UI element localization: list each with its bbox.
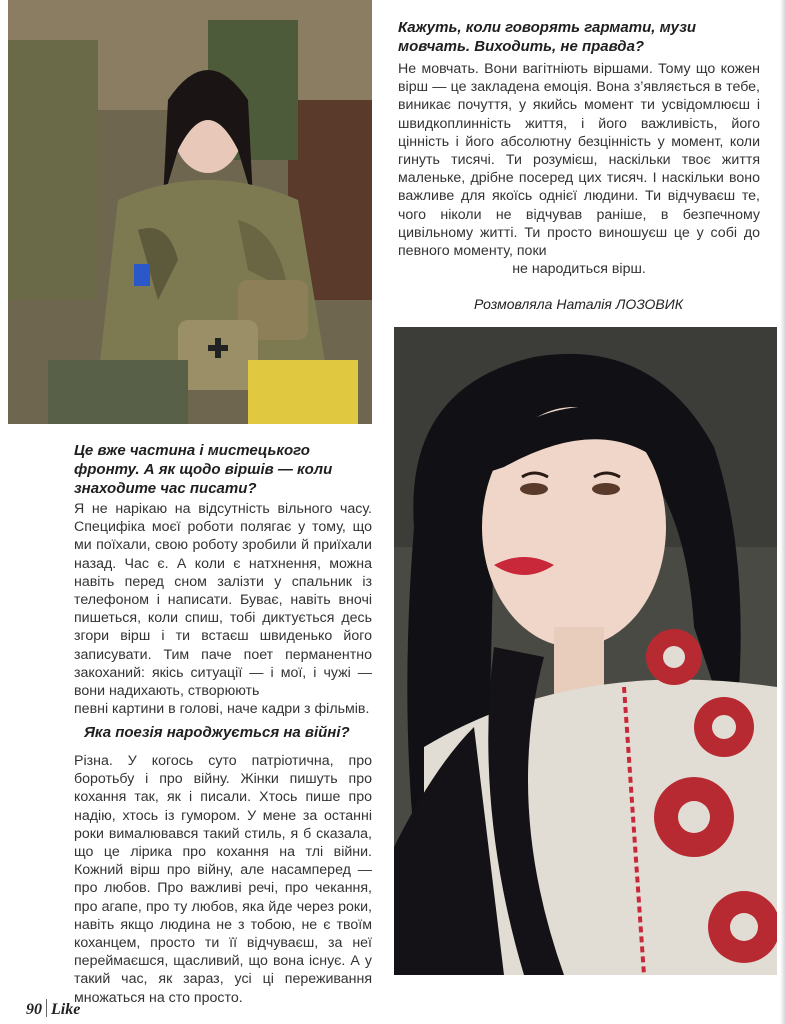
page-footer <box>26 999 80 1019</box>
answer-war-poetry: Різна. У когось суто патріотична, про боротьбу і про війну. Жінки пишуть про кохання так, як і писали. Хтось пише про надію, хтось із гумором. У мене за останні роки вималювався такий стиль, я б сказала, що це лірика про кохання на тлі війни. Кожний вірш про війну, але насамперед — про любов. Про важливі речі, про чекання, про агапе, про ту любов, яка йде через роки, навіть якщо людина не з тобою, не є твоїм коханцем, просто ти її відчуваєш, за неї переймаєшся, щасливий, що вона існує. А у такий час, як зараз, усі ці переживання множаться на сто просто. <box>74 753 372 1006</box>
page-number: 90 <box>26 1001 42 1018</box>
question-muses: Кажуть, коли говорять гармати, музи мовчать. Виходить, не правда? <box>398 19 697 55</box>
answer-muses-last-line: не народиться вірш. <box>512 261 646 278</box>
portrait-photo <box>394 327 777 975</box>
footer-divider <box>46 999 47 1017</box>
soldier-illustration <box>8 0 372 424</box>
answer-muses-text: Не мовчать. Вони вагітніють віршами. Тому що кожен вірш — це закладена емоція. Вона з’являється в тебе, виникає почуття, у якийсь момент ти усвідомлюєш і швидкоплинність життя, і його важливість, його цінність і його абсолютну безцінність у момент, коли гинуть тисячі. Ти розумієш, наскільки твоє життя маленьке, дрібне посеред цих тисяч. І наскільки воно важливе для якоїсь однієї людини. Ти відчуваєш те, чого ніколи не відчував раніше, в безпечному цивільному житті. Ти просто виношуєш це у собі до певного моменту, поки <box>398 61 760 260</box>
magazine-name: Like <box>51 1001 81 1018</box>
answer-poems-time <box>74 500 372 718</box>
question-poems-time: Це вже частина і мистецького фронту. А як щодо віршів — коли знаходите час писати? <box>74 442 333 497</box>
question-war-poetry: Яка поезія народжується на війні? <box>84 724 350 741</box>
answer-poems-time-text: Я не нарікаю на відсутність вільного часу. Специфіка моєї роботи полягає у тому, що ми поїхали, свою роботу зробили й приїхали назад. Час є. А коли є натхнення, можна навіть перед сном залізти у спальник із телефоном і написати. Буває, навіть вночі пишеться, коли спиш, тобі диктується десь згори вірш і ти встаєш швиденько його записувати. Тим паче поет перманентно закоханий: якісь ситуації — і мої, і чужі — вони надихають, створюють <box>74 501 372 700</box>
portrait-illustration <box>394 327 777 975</box>
page-edge-shadow <box>780 0 785 1024</box>
answer-poems-time-last-line: певні картини в голові, наче кадри з фільмів. <box>74 701 370 718</box>
interview-credit: Розмовляла Наталія ЛОЗОВИК <box>474 296 684 312</box>
soldier-photo <box>8 0 372 424</box>
answer-muses <box>398 60 760 278</box>
